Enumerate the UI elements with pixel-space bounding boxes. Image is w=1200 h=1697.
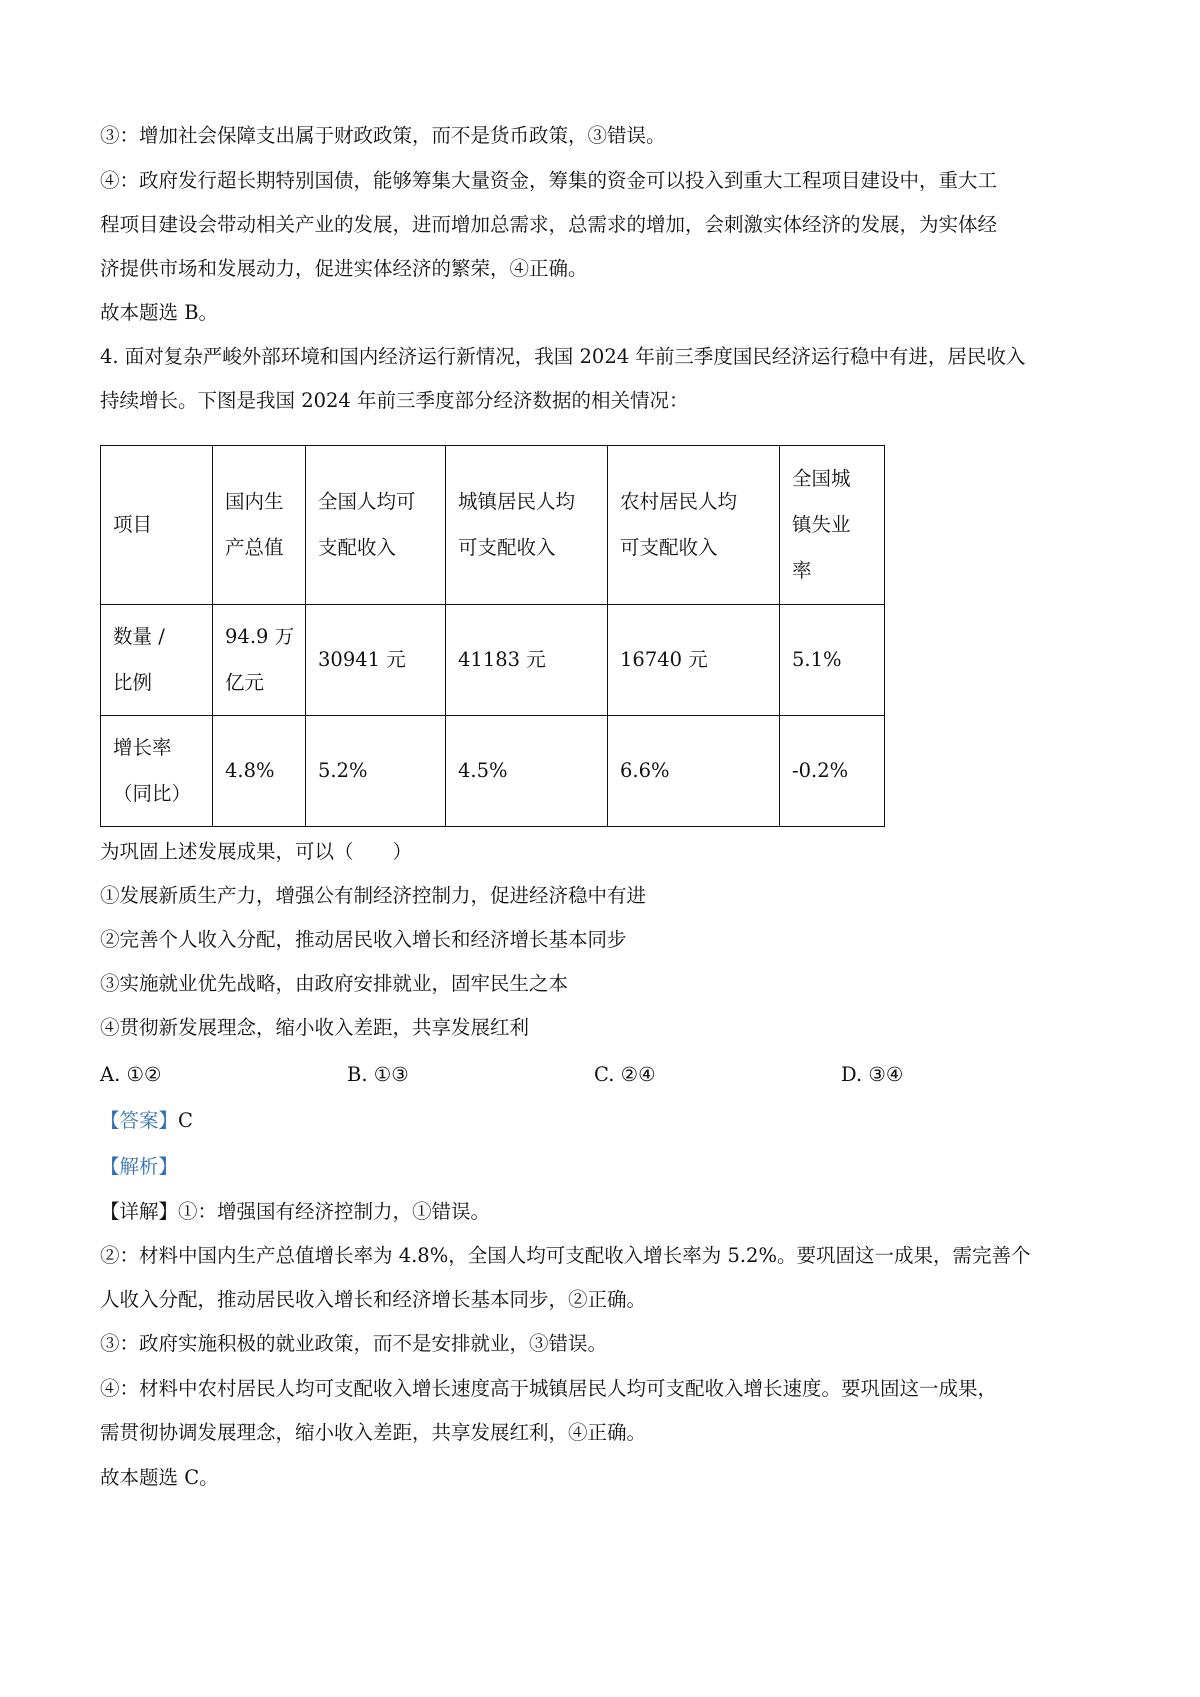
table-cell: 6.6% — [608, 716, 780, 827]
analysis-detail-line — [100, 1197, 490, 1227]
table-header-cell: 国内生 产总值 — [213, 446, 306, 605]
question-item: ④贯彻新发展理念，缩小收入差距，共享发展红利 — [100, 1016, 530, 1039]
table-cell: 16740 元 — [608, 605, 780, 716]
table-header-cell: 全国人均可 支配收入 — [306, 446, 446, 605]
text-line: 程项目建设会带动相关产业的发展，进而增加总需求，总需求的增加，会刺激实体经济的发展，为实体经 — [100, 213, 998, 236]
table-header-cell: 项目 — [101, 446, 213, 605]
economic-data-table — [100, 445, 885, 827]
table-header-cell: 全国城 镇失业 率 — [780, 446, 885, 605]
analysis-line: 故本题选 C。 — [100, 1466, 219, 1489]
question-4-stem-line: 4. 面对复杂严峻外部环境和国内经济运行新情况，我国 2024 年前三季度国民经济运行稳中有进，居民收入 — [100, 345, 1026, 368]
table-header-cell: 城镇居民人均 可支配收入 — [446, 446, 608, 605]
question-item: ①发展新质生产力，增强公有制经济控制力，促进经济稳中有进 — [100, 884, 647, 907]
analysis-label — [100, 1152, 178, 1182]
table-header-row — [101, 446, 885, 605]
answer-label: 【答案】 — [100, 1109, 179, 1132]
detail-first: ①：增强国有经济控制力，①错误。 — [178, 1200, 491, 1223]
table-cell: 5.2% — [306, 716, 446, 827]
table-row — [101, 605, 885, 716]
question-item: ②完善个人收入分配，推动居民收入增长和经济增长基本同步 — [100, 928, 627, 951]
analysis-line: ③：政府实施积极的就业政策，而不是安排就业，③错误。 — [100, 1332, 608, 1355]
analysis-line: ②：材料中国内生产总值增长率为 4.8%，全国人均可支配收入增长率为 5.2%。要巩固这一成果，需完善个 — [100, 1244, 1031, 1267]
option-a: A. ①② — [100, 1063, 162, 1086]
table-cell: 41183 元 — [446, 605, 608, 716]
answer-line — [100, 1106, 193, 1136]
option-c: C. ②④ — [594, 1063, 656, 1086]
question-prompt: 为巩固上述发展成果，可以（ ） — [100, 840, 413, 863]
table-cell: 增长率 （同比） — [101, 716, 213, 827]
text-line: ④：政府发行超长期特别国债，能够筹集大量资金，筹集的资金可以投入到重大工程项目建设中，重大工 — [100, 169, 998, 192]
table-cell: -0.2% — [780, 716, 885, 827]
table-header-cell: 农村居民人均 可支配收入 — [608, 446, 780, 605]
table-cell: 4.8% — [213, 716, 306, 827]
table-cell: 94.9 万 亿元 — [213, 605, 306, 716]
analysis-line: 需贯彻协调发展理念，缩小收入差距，共享发展红利，④正确。 — [100, 1421, 647, 1444]
analysis-line: ④：材料中农村居民人均可支配收入增长速度高于城镇居民人均可支配收入增长速度。要巩固这一成果， — [100, 1377, 998, 1400]
option-d: D. ③④ — [841, 1063, 904, 1086]
question-item: ③实施就业优先战略，由政府安排就业，固牢民生之本 — [100, 972, 569, 995]
table-row — [101, 716, 885, 827]
table-cell: 4.5% — [446, 716, 608, 827]
text-line: 故本题选 B。 — [100, 301, 219, 324]
text-line: 济提供市场和发展动力，促进实体经济的繁荣，④正确。 — [100, 257, 588, 280]
table-cell: 30941 元 — [306, 605, 446, 716]
analysis-label-text: 【解析】 — [100, 1155, 179, 1178]
analysis-line: 人收入分配，推动居民收入增长和经济增长基本同步，②正确。 — [100, 1288, 647, 1311]
answer-value: C — [178, 1109, 193, 1132]
table-cell: 数量 / 比例 — [101, 605, 213, 716]
text-line: ③：增加社会保障支出属于财政政策，而不是货币政策，③错误。 — [100, 124, 666, 147]
table-cell: 5.1% — [780, 605, 885, 716]
detail-label: 【详解】 — [100, 1200, 179, 1223]
question-4-stem-line: 持续增长。下图是我国 2024 年前三季度部分经济数据的相关情况： — [100, 389, 689, 412]
option-b: B. ①③ — [347, 1063, 409, 1086]
